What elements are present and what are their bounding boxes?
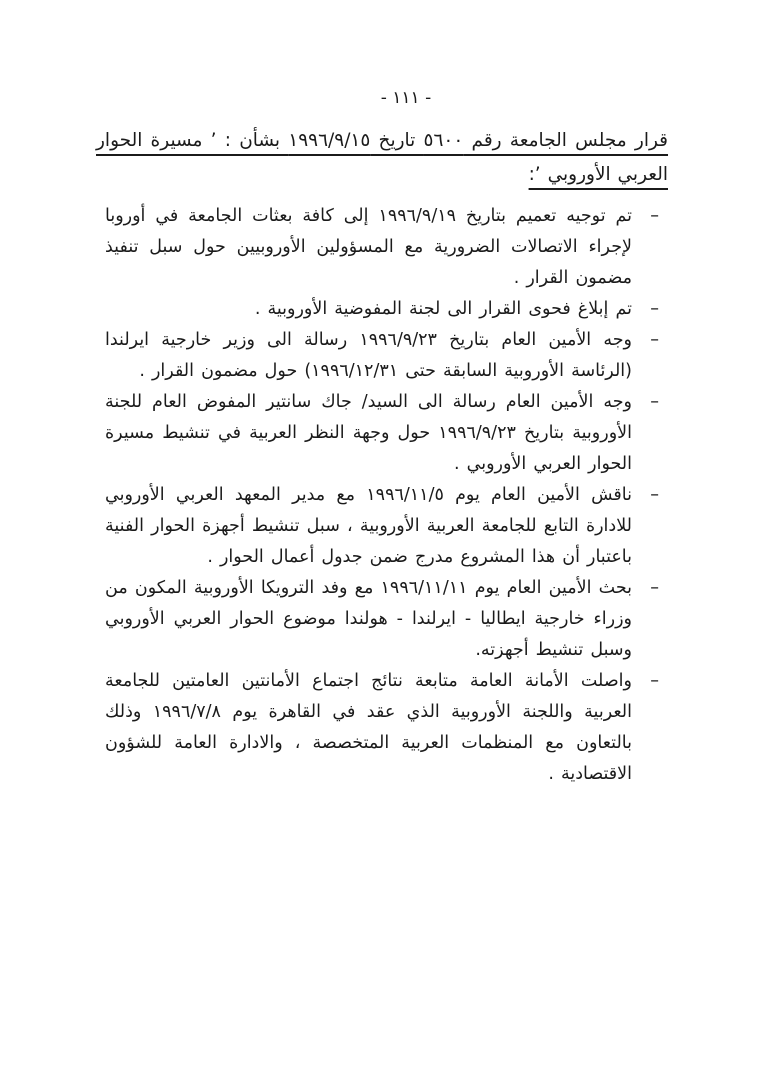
bullet-text: وجه الأمين العام رسالة الى السيد/ جاك سانتير المفوض العام للجنة الأوروبية بتاريخ ١٩٩٦/٩/٢٣ حول وجهة النظر العربية في تنشيط مسيرة الحوار العربي الأوروبي .	[105, 392, 632, 474]
dash-marker: –	[650, 671, 659, 691]
page-number: - ١١١ -	[380, 88, 432, 108]
list-item	[105, 387, 659, 480]
dash-marker: –	[650, 206, 659, 226]
bullet-text: واصلت الأمانة العامة متابعة نتائج اجتماع الأمانتين العامتين للجامعة العربية واللجنة الأوروبية الذي عقد في القاهرة يوم ١٩٩٦/٧/٨ وذلك بالتعاون مع المنظمات العربية المتخصصة ، والادارة العامة للشؤون الاقتصادية .	[105, 671, 632, 784]
resolution-title-line-2: العربي الأوروبي ’:	[528, 164, 668, 185]
dash-marker: –	[650, 299, 659, 319]
dash-marker: –	[650, 578, 659, 598]
bullet-text: تم توجيه تعميم بتاريخ ١٩٩٦/٩/١٩ إلى كافة بعثات الجامعة في أوروبا لإجراء الاتصالات الضرورية مع المسؤولين الأوروبيين حول سبل تنفيذ مضمون القرار .	[105, 206, 633, 288]
bullet-text: وجه الأمين العام بتاريخ ١٩٩٦/٩/٢٣ رسالة الى وزير خارجية ايرلندا (الرئاسة الأوروبية السابقة حتى ١٩٩٦/١٢/٣١) حول مضمون القرار .	[105, 330, 632, 381]
bullet-text: بحث الأمين العام يوم ١٩٩٦/١١/١١ مع وفد الترويكا الأوروبية المكون من وزراء خارجية ايطاليا - ايرلندا - هولندا موضوع الحوار العربي الأوروبي وسبل تنشيط أجهزته.	[105, 578, 632, 660]
list-item	[105, 201, 659, 294]
dash-marker: –	[650, 392, 659, 412]
resolution-title-line-1: قرار مجلس الجامعة رقم ٥٦٠٠ تاريخ ١٩٩٦/٩/١٥ بشأن : ’ مسيرة الحوار	[96, 130, 669, 151]
list-item	[105, 573, 659, 666]
list-item	[105, 480, 659, 573]
bullet-text: ناقش الأمين العام يوم ١٩٩٦/١١/٥ مع مدير المعهد العربي الأوروبي للادارة التابع للجامعة العربية الأوروبية ، سبل تنشيط أجهزة الحوار الفنية باعتبار أن هذا المشروع مدرج ضمن جدول أعمال الحوار .	[105, 485, 632, 567]
list-item	[105, 294, 659, 325]
list-item	[105, 325, 659, 387]
dash-marker: –	[650, 330, 659, 350]
bullet-text: تم إبلاغ فحوى القرار الى لجنة المفوضية الأوروبية .	[254, 299, 632, 319]
list-item	[105, 666, 659, 790]
resolution-title	[96, 124, 668, 192]
bullet-list	[105, 201, 659, 790]
dash-marker: –	[650, 485, 659, 505]
